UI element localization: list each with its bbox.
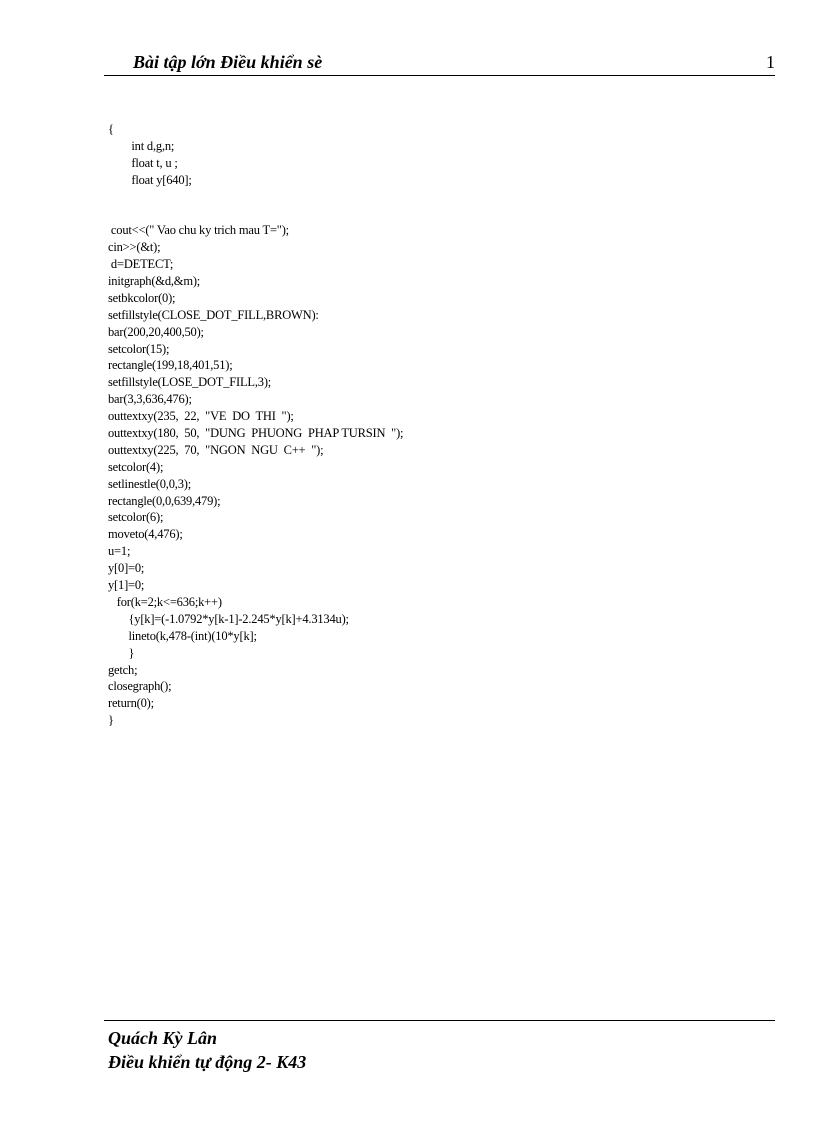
code-line: closegraph(); bbox=[108, 679, 172, 694]
code-line: outtextxy(235, 22, "VE DO THI "); bbox=[108, 409, 294, 424]
code-line: { bbox=[108, 122, 114, 136]
code-line: setcolor(4); bbox=[108, 459, 164, 474]
code-line: float t, u ; bbox=[108, 155, 178, 170]
header-divider bbox=[104, 75, 775, 76]
code-line: lineto(k,478-(int)(10*y[k]; bbox=[108, 628, 257, 643]
header-title: Bài tập lớn Điều khiển sè bbox=[133, 52, 323, 72]
code-line: setlinestle(0,0,3); bbox=[108, 476, 191, 491]
code-line: moveto(4,476); bbox=[108, 527, 183, 542]
code-line: outtextxy(225, 70, "NGON NGU C++ "); bbox=[108, 442, 324, 457]
code-line bbox=[108, 189, 668, 206]
code-line: y[1]=0; bbox=[108, 578, 145, 593]
footer-department: Điều khiển tự động 2- K43 bbox=[108, 1052, 307, 1072]
code-line: float y[640]; bbox=[108, 172, 192, 187]
code-line bbox=[108, 205, 668, 222]
code-line: rectangle(0,0,639,479); bbox=[108, 493, 221, 508]
code-listing bbox=[108, 121, 668, 729]
code-line: setcolor(6); bbox=[108, 510, 164, 525]
code-line: setcolor(15); bbox=[108, 341, 170, 356]
code-line: bar(200,20,400,50); bbox=[108, 324, 204, 339]
code-line: } bbox=[108, 713, 114, 728]
code-line: setfillstyle(CLOSE_DOT_FILL,BROWN): bbox=[108, 307, 319, 322]
code-line: return(0); bbox=[108, 696, 154, 711]
code-line: cout<<(" Vao chu ky trich mau T="); bbox=[108, 223, 289, 238]
code-line: cin>>(&t); bbox=[108, 240, 161, 255]
code-line: u=1; bbox=[108, 544, 131, 559]
code-line: setbkcolor(0); bbox=[108, 290, 176, 305]
code-line: getch; bbox=[108, 662, 138, 677]
code-line: } bbox=[108, 645, 135, 660]
code-line: d=DETECT; bbox=[108, 257, 174, 272]
code-line: outtextxy(180, 50, "DUNG PHUONG PHAP TURSIN "); bbox=[108, 426, 404, 441]
footer-author: Quách Kỳ Lân bbox=[108, 1028, 218, 1048]
code-line: for(k=2;k<=636;k++) bbox=[108, 594, 222, 609]
code-line: rectangle(199,18,401,51); bbox=[108, 358, 233, 373]
footer-divider bbox=[104, 1020, 775, 1021]
code-line: y[0]=0; bbox=[108, 561, 145, 576]
code-line: {y[k]=(-1.0792*y[k-1]-2.245*y[k]+4.3134u); bbox=[108, 611, 349, 626]
code-line: setfillstyle(LOSE_DOT_FILL,3); bbox=[108, 375, 272, 390]
code-line: int d,g,n; bbox=[108, 138, 175, 153]
page-number: 1 bbox=[766, 52, 775, 72]
code-line: bar(3,3,636,476); bbox=[108, 392, 192, 407]
code-line: initgraph(&d,&m); bbox=[108, 274, 201, 289]
